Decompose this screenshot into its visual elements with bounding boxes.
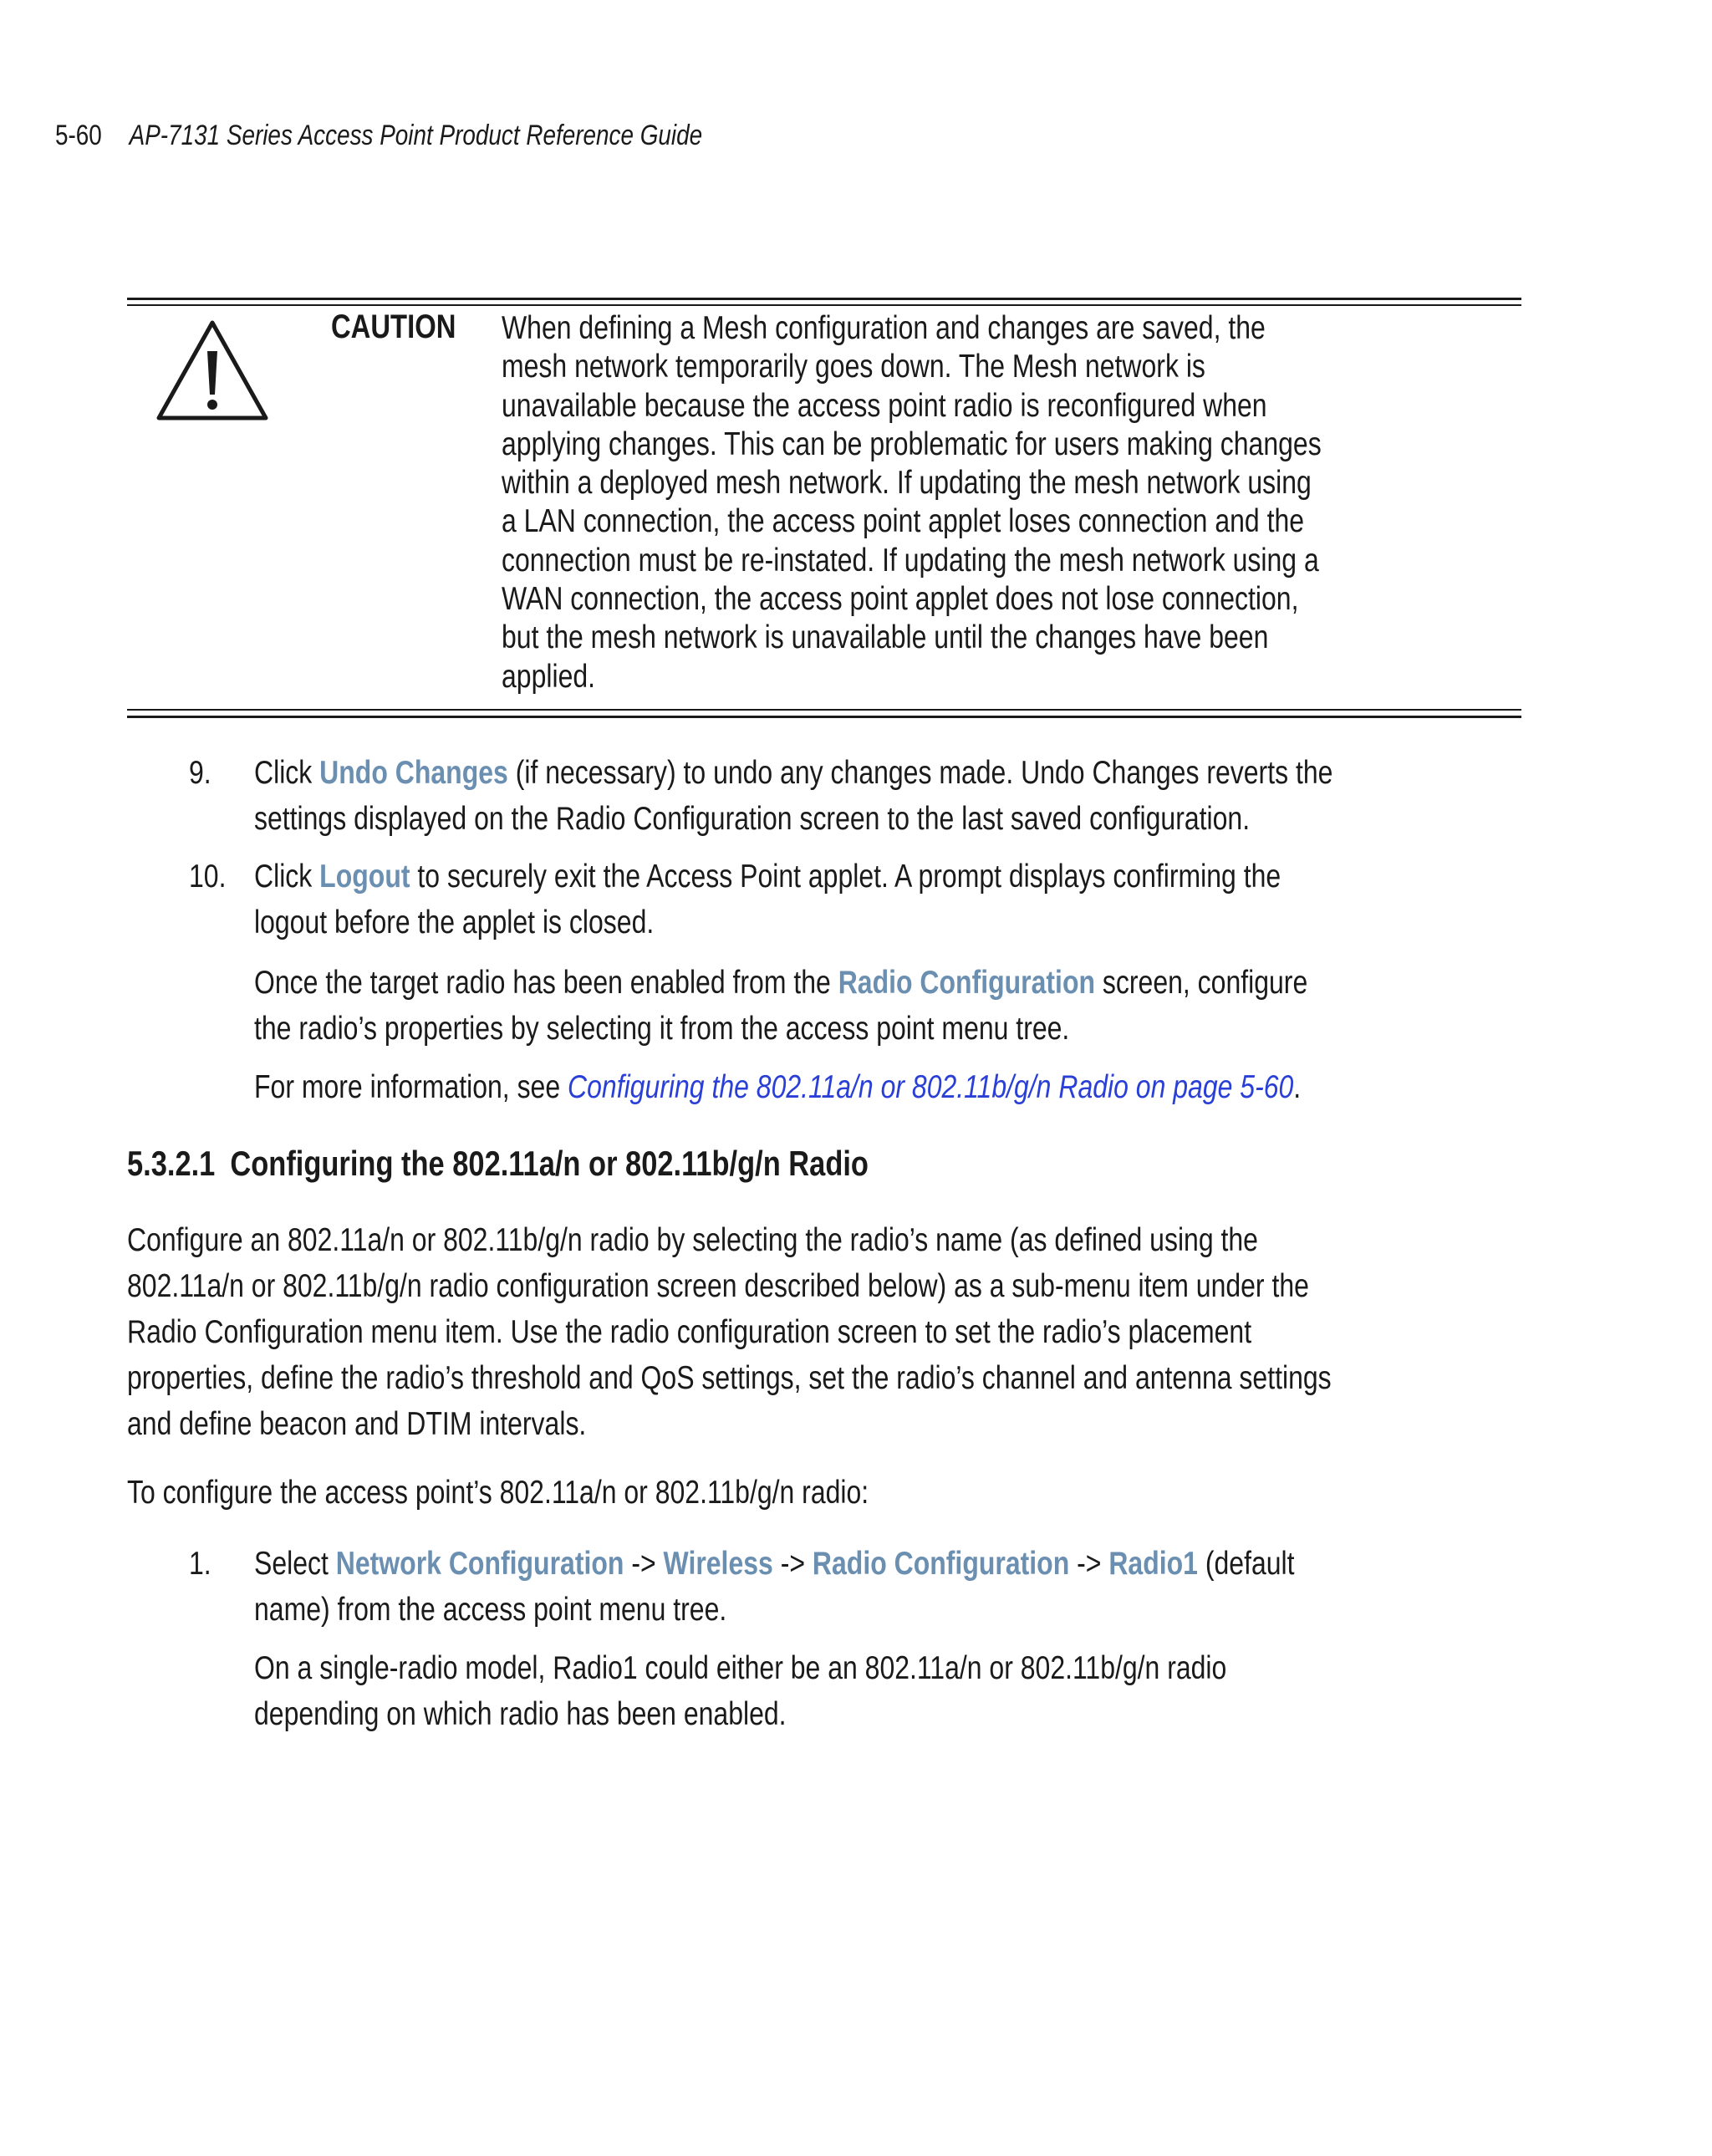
caution-line: but the mesh network is unavailable until the changes have been — [502, 619, 1269, 656]
logout-ui-term: Logout — [319, 859, 410, 895]
step-1-text — [254, 1541, 1295, 1633]
paragraph-line: properties, define the radio’s threshold and QoS settings, set the radio’s channel and antenna settings — [127, 1360, 1332, 1396]
caution-line: mesh network temporarily goes down. The Mesh network is — [502, 349, 1205, 385]
paragraph-line: and define beacon and DTIM intervals. — [127, 1406, 587, 1442]
text-run: Click — [254, 755, 320, 791]
text-run: Select — [254, 1546, 336, 1582]
warning-triangle-icon — [154, 318, 271, 423]
caution-top-rule — [127, 298, 1521, 300]
radio1-ui-term: Radio1 — [1108, 1546, 1198, 1582]
menu-separator: -> — [772, 1546, 813, 1582]
text-run: For more information, see — [254, 1069, 568, 1105]
menu-separator: -> — [1069, 1546, 1109, 1582]
section-title: Configuring the 802.11a/n or 802.11b/g/n Radio — [230, 1144, 869, 1183]
text-run: . — [1293, 1069, 1302, 1105]
radio-configuration-ui-term: Radio Configuration — [838, 965, 1096, 1001]
caution-line: within a deployed mesh network. If updating the mesh network using — [502, 465, 1312, 502]
note-line-1 — [254, 960, 1307, 1006]
wireless-ui-term: Wireless — [663, 1546, 773, 1582]
step-9-line-1 — [254, 750, 1332, 796]
step-10-line-2: logout before the applet is closed. — [254, 905, 655, 940]
note-line: depending on which radio has been enabled. — [254, 1696, 787, 1732]
undo-changes-ui-term: Undo Changes — [319, 755, 508, 791]
caution-bottom-rule-inner — [127, 709, 1521, 711]
text-run: to securely exit the Access Point applet. A prompt displays confirming the — [410, 859, 1281, 895]
caution-line: applied. — [502, 658, 596, 695]
caution-line: connection must be re-instated. If updating the mesh network using a — [502, 542, 1319, 579]
text-run: Click — [254, 859, 320, 895]
step-10-text — [254, 854, 1281, 945]
paragraph-line: 802.11a/n or 802.11b/g/n radio configuration screen described below) as a sub-menu item under the — [127, 1268, 1309, 1304]
caution-line: applying changes. This can be problematic for users making changes — [502, 426, 1322, 462]
step-9-line-2: settings displayed on the Radio Configuration screen to the last saved configuration. — [254, 801, 1251, 837]
caution-text — [502, 309, 1324, 696]
note-line-2: the radio’s properties by selecting it from the access point menu tree. — [254, 1011, 1070, 1047]
page-number: 5-60 — [55, 120, 102, 151]
note-line: On a single-radio model, Radio1 could either be an 802.11a/n or 802.11b/g/n radio — [254, 1650, 1227, 1686]
step-10-note — [254, 960, 1307, 1052]
caution-line: WAN connection, the access point applet does not lose connection, — [502, 581, 1299, 618]
step-1-note — [254, 1645, 1226, 1737]
text-run: Once the target radio has been enabled from the — [254, 965, 838, 1001]
paragraph-line: Configure an 802.11a/n or 802.11b/g/n radio by selecting the radio’s name (as defined using the — [127, 1222, 1258, 1258]
text-run: (default — [1197, 1546, 1295, 1582]
intro-paragraph — [127, 1217, 1332, 1447]
step-1-line-2: name) from the access point menu tree. — [254, 1592, 727, 1628]
caution-top-rule-inner — [127, 304, 1521, 306]
step-9-text — [254, 750, 1332, 842]
caution-bottom-rule — [127, 716, 1521, 718]
guide-title: AP-7131 Series Access Point Product Reference Guide — [129, 120, 703, 151]
radio-configuration-ui-term: Radio Configuration — [812, 1546, 1070, 1582]
cross-reference-link[interactable]: Configuring the 802.11a/n or 802.11b/g/n Radio on page 5-60 — [568, 1069, 1294, 1105]
caution-line: When defining a Mesh configuration and changes are saved, the — [502, 310, 1266, 346]
step-1-line-1 — [254, 1541, 1295, 1587]
network-configuration-ui-term: Network Configuration — [335, 1546, 624, 1582]
running-header — [55, 119, 702, 152]
step-number: 10. — [189, 859, 227, 895]
more-info-line — [254, 1064, 1301, 1110]
section-number: 5.3.2.1 — [127, 1144, 216, 1183]
step-number: 9. — [189, 755, 211, 791]
caution-line: unavailable because the access point radio is reconfigured when — [502, 387, 1267, 424]
step-10-line-1 — [254, 854, 1281, 900]
step-number: 1. — [189, 1546, 211, 1582]
menu-separator: -> — [624, 1546, 664, 1582]
procedure-lead-in: To configure the access point’s 802.11a/n or 802.11b/g/n radio: — [127, 1475, 869, 1511]
caution-line: a LAN connection, the access point applet loses connection and the — [502, 503, 1305, 540]
paragraph-line: Radio Configuration menu item. Use the radio configuration screen to set the radio’s placement — [127, 1314, 1252, 1350]
section-heading — [127, 1140, 869, 1187]
caution-label: CAUTION — [331, 308, 456, 345]
text-run: (if necessary) to undo any changes made. Undo Changes reverts the — [507, 755, 1333, 791]
text-run: screen, configure — [1095, 965, 1308, 1001]
